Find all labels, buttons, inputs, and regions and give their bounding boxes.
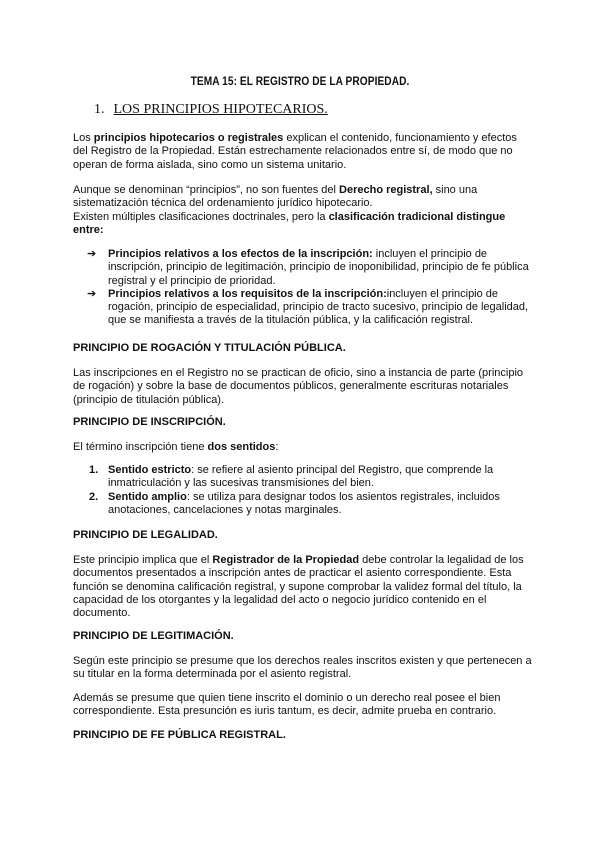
bold-run: dos sentidos [207,441,276,453]
text-run: sino una sistematización técnica del ordenamiento jurídico hipotecario. [73,184,478,210]
text-run: Aunque se denominan “principios”, no son fuentes del [73,184,340,196]
list-number: 2. [89,490,99,503]
text-run: : se utiliza para designar todos los asientos registrales, incluidos anotaciones, cancelaciones y notas marginales. [108,490,500,516]
list-item [73,464,533,491]
text-run: incluyen el principio de inscripción, principio de legitimación, principio de inoponibilidad, principio de fe pública registral y el principio de prioridad. [108,248,529,287]
senses-list [73,464,533,517]
list-number: 1. [89,464,99,476]
heading-legitimacion: PRINCIPIO DE LEGITIMACIÓN. [73,630,234,642]
bold-run: Derecho registral, [339,184,433,196]
heading-legalidad: PRINCIPIO DE LEGALIDAD. [73,529,218,541]
bold-run: Principios relativos a los requisitos de la inscripción: [108,287,387,300]
paragraph-inscripcion [73,441,533,454]
text-run: : se refiere al asiento principal del Registro, que comprende la inmatriculación y las sucesivas transmisiones del bien. [108,464,494,490]
bold-run: clasificación tradicional distingue entre: [73,210,506,236]
paragraph-principios [73,184,533,237]
document-title: TEMA 15: EL REGISTRO DE LA PROPIEDAD. [190,76,410,88]
bold-run: Sentido amplio [108,490,187,503]
list-item [73,491,533,518]
bold-run: principios hipotecarios o registrales [93,132,284,144]
classification-list [73,248,533,328]
list-item [73,248,533,288]
arrow-right-icon: ➔ [87,248,97,260]
text-run: Los [73,132,94,144]
text-run: : [275,441,279,453]
section-number: 1. [94,102,105,117]
paragraph-legitimacion-1: Según este principio se presume que los derechos reales inscritos existen y que pertenecen a su titular en la forma determinada por el asiento registral. [73,655,532,681]
text-run: incluyen el principio de rogación, principio de especialidad, principio de tracto sucesivo, principio de legalidad, que se manifiesta a través de la titulación pública, y la calificación registral. [108,287,529,327]
bold-run: Registrador de la Propiedad [212,554,360,566]
arrow-right-icon: ➔ [87,287,97,300]
text-run: El término inscripción tiene [73,441,208,453]
text-run: Existen múltiples clasificaciones doctrinales, pero la [73,210,329,223]
text-run: Este principio implica que el [73,554,213,566]
text-run: debe controlar la legalidad de los documentos presentados a inscripción antes de practicar el asiento correspondiente. Esta función se denomina calificación registral, y supone comprobar la validez formal del título, la capacidad de los otorgantes y la legalidad del acto o negocio jurídico contenido en el documento. [73,554,524,620]
bold-run: Sentido estricto [108,464,192,476]
heading-rogacion: PRINCIPIO DE ROGACIÓN Y TITULACIÓN PÚBLICA. [73,342,346,354]
section-label: LOS PRINCIPIOS HIPOTECARIOS. [113,102,328,117]
paragraph-legitimacion-2: Además se presume que quien tiene inscrito el dominio o un derecho real posee el bien correspondiente. Esta presunción es iuris tantum, es decir, admite prueba en contrario. [73,692,501,718]
paragraph-legalidad [73,554,533,620]
paragraph-rogacion: Las inscripciones en el Registro no se practican de oficio, sino a instancia de parte (principio de rogación) y sobre la base de documentos públicos, generalmente escrituras notariales (principio de titulación pública). [73,367,524,406]
text-run: explican el contenido, funcionamiento y efectos del Registro de la Propiedad. Están estrechamente relacionados entre sí, de modo que no operan de forma aislada, sino como un sistema unitario. [73,132,517,171]
heading-inscripcion: PRINCIPIO DE INSCRIPCIÓN. [73,416,226,428]
section-heading [94,102,328,118]
bold-run: Principios relativos a los efectos de la inscripción: [108,248,373,260]
heading-fe-publica: PRINCIPIO DE FE PÚBLICA REGISTRAL. [73,729,286,741]
paragraph-intro [73,132,533,172]
list-item [73,288,533,328]
